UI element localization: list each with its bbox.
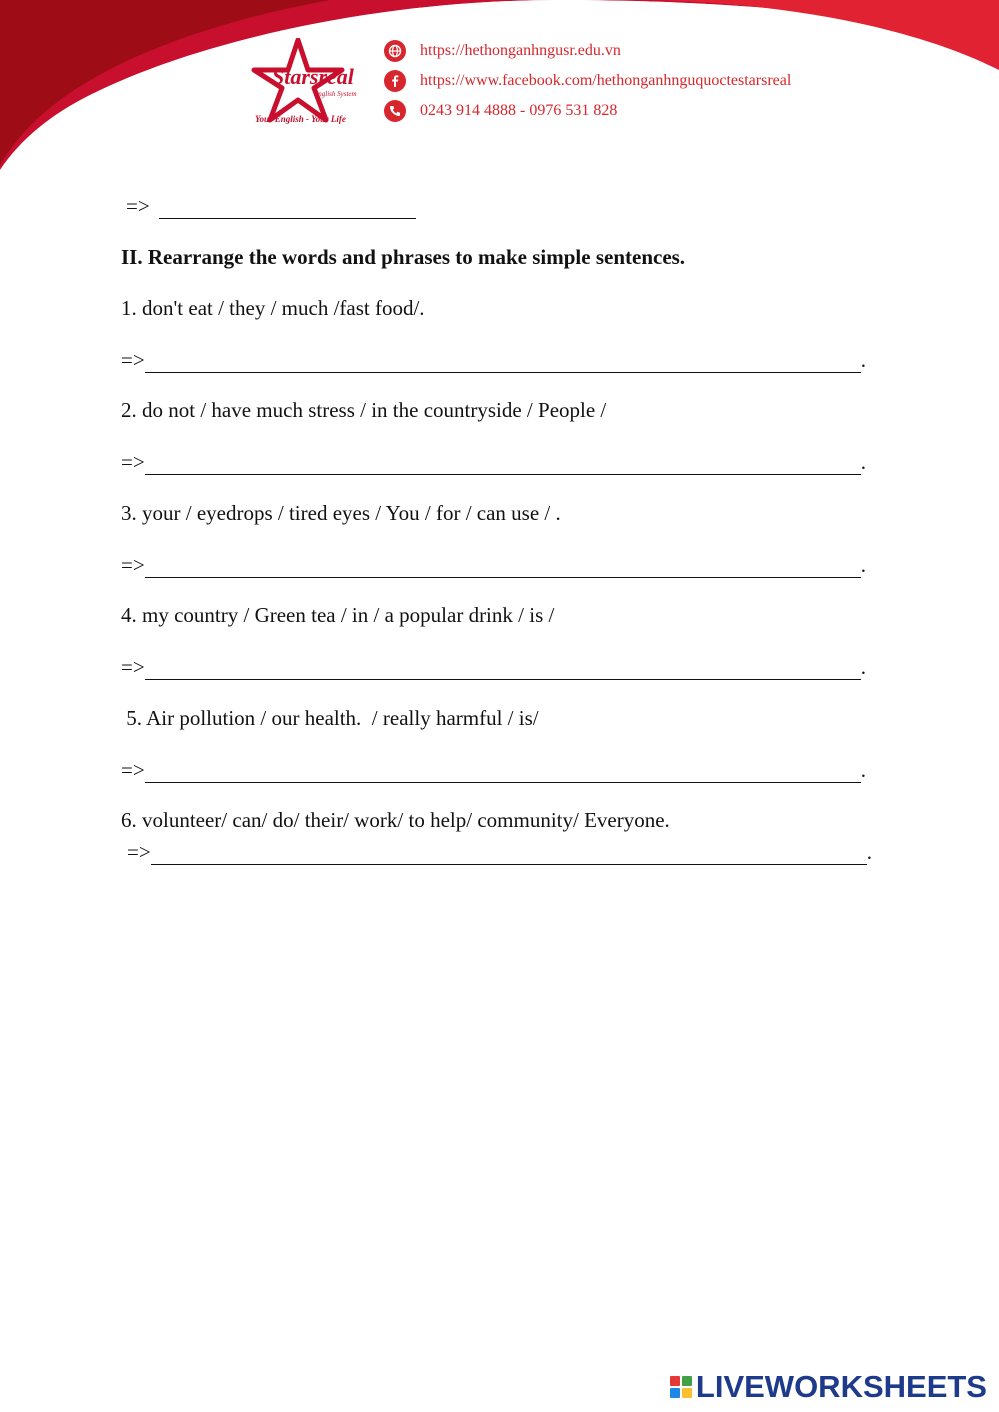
brand-subtitle: English System — [314, 90, 357, 98]
question-3-prompt: 3. your / eyedrops / tired eyes / You / for / can use / . — [121, 501, 561, 525]
contact-facebook[interactable] — [384, 68, 791, 94]
brand-name: Starsreal — [272, 64, 354, 89]
answer-blank[interactable] — [159, 196, 416, 219]
phone-icon — [384, 100, 406, 122]
liveworksheets-squares-icon — [670, 1376, 692, 1398]
answer-blank-6[interactable] — [151, 842, 867, 865]
liveworksheets-logo[interactable] — [670, 1370, 987, 1404]
question-4-answer: => . — [121, 655, 866, 679]
top-answer-line — [126, 194, 416, 219]
answer-blank-5[interactable] — [145, 760, 861, 783]
answer-prefix: => — [126, 194, 150, 218]
globe-icon — [384, 40, 406, 62]
brand-tagline: Your English - Your Life — [255, 114, 346, 124]
question-1-answer: => . — [121, 348, 866, 372]
question-2-answer: => . — [121, 450, 866, 474]
answer-blank-3[interactable] — [145, 555, 861, 578]
question-5-prompt: 5. Air pollution / our health. / really harmful / is/ — [121, 706, 539, 730]
website-url[interactable]: https://hethonganhngusr.edu.vn — [420, 42, 621, 59]
answer-blank-1[interactable] — [145, 350, 861, 373]
question-1-prompt: 1. don't eat / they / much /fast food/. — [121, 296, 425, 320]
question-6-answer: => . — [127, 840, 872, 864]
answer-blank-2[interactable] — [145, 452, 861, 475]
question-4-prompt: 4. my country / Green tea / in / a popular drink / is / — [121, 603, 555, 627]
question-2-prompt: 2. do not / have much stress / in the countryside / People / — [121, 398, 607, 422]
question-6-prompt: 6. volunteer/ can/ do/ their/ work/ to help/ community/ Everyone. — [121, 808, 670, 832]
answer-blank-4[interactable] — [145, 657, 861, 680]
facebook-icon — [384, 70, 406, 92]
question-3-answer: => . — [121, 553, 866, 577]
contact-website[interactable] — [384, 38, 621, 64]
question-5-answer: => . — [121, 758, 866, 782]
contact-phone[interactable] — [384, 98, 617, 124]
phone-numbers: 0243 914 4888 - 0976 531 828 — [420, 102, 618, 119]
facebook-url[interactable]: https://www.facebook.com/hethonganhnguquoctestarsreal — [420, 72, 792, 89]
section-title: II. Rearrange the words and phrases to make simple sentences. — [121, 245, 686, 269]
liveworksheets-text: LIVEWORKSHEETS — [695, 1369, 987, 1404]
